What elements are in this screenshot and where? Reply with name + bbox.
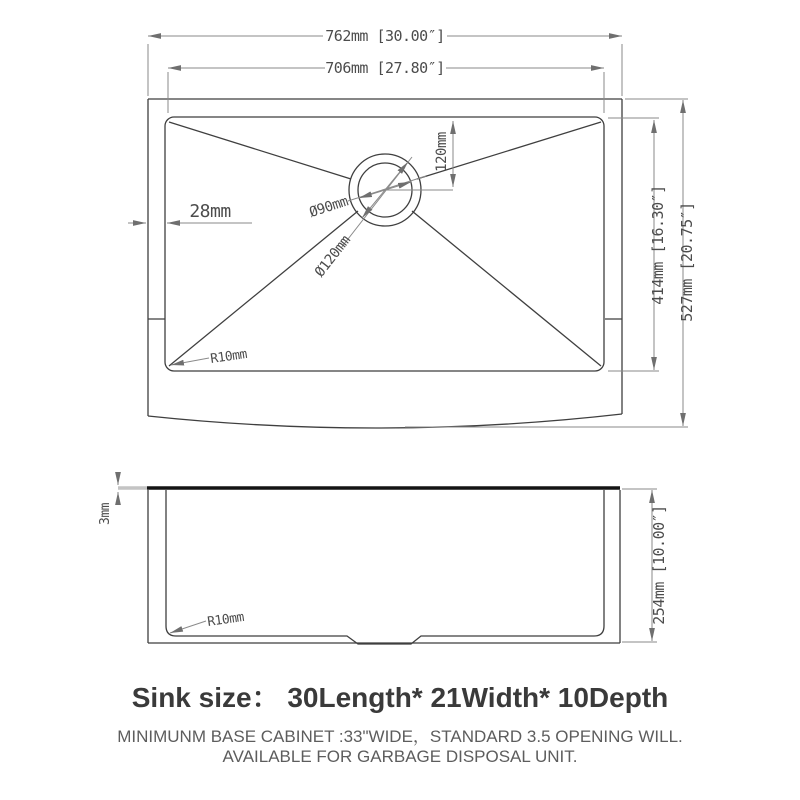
dim-inner-width-label: 706mm [27.80″]: [325, 59, 445, 77]
dim-depth: [622, 489, 668, 642]
dim-inner-width: [168, 59, 604, 113]
dim-outer-height-label: 527mm [20.75″]: [678, 202, 696, 322]
dim-inner-height-label: 414mm [16.30″]: [649, 185, 667, 305]
bowl-creases: [169, 122, 601, 366]
dim-outer-width-label: 762mm [30.00″]: [325, 27, 445, 45]
dim-drain-offset-label: 120mm: [434, 132, 450, 172]
dim-rim-width-label: 28mm: [189, 201, 231, 222]
dim-corner-radius-side: [170, 610, 246, 633]
bowl-outline: [165, 117, 604, 371]
cabinet-note: MINIMUNM BASE CABINET :33"WIDE，STANDARD 3.5 OPENING WILL.: [117, 727, 683, 746]
dim-rim-thickness-label: 3mm: [98, 503, 113, 525]
dim-corner-radius-top-label: R10mm: [209, 347, 248, 367]
dim-drain-inner-label: Ø90mm: [307, 193, 351, 221]
dim-inner-height: [608, 118, 667, 371]
dim-drain-outer-label: Ø120mm: [311, 232, 354, 281]
dim-rim-width: [128, 201, 252, 223]
top-view-outline: [148, 99, 622, 428]
disposal-note: AVAILABLE FOR GARBAGE DISPOSAL UNIT.: [222, 747, 578, 766]
side-view: [98, 475, 668, 644]
dim-drain-inner: [307, 176, 426, 221]
dim-rim-thickness: [98, 475, 118, 525]
dim-corner-radius-top: [171, 347, 249, 367]
sink-size-title: Sink size： 30Length* 21Width* 10Depth: [131, 682, 669, 713]
dim-depth-label: 254mm [10.00″]: [650, 505, 668, 625]
top-view: [128, 27, 696, 428]
dim-corner-radius-side-label: R10mm: [206, 610, 245, 630]
